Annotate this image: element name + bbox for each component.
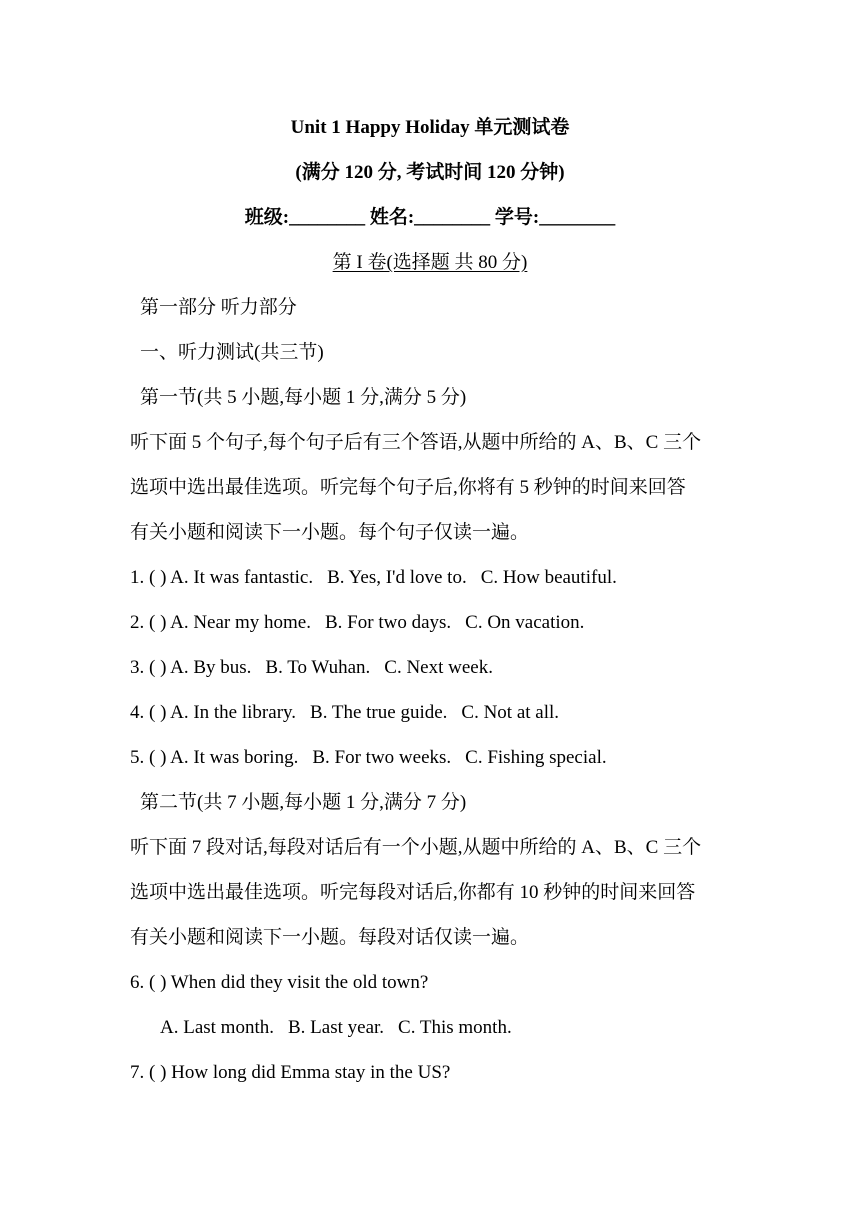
- question-row: [130, 611, 740, 635]
- option-b: B. Last year.: [288, 1017, 385, 1038]
- question-number: 3. ( ): [130, 657, 167, 678]
- option-b: B. For two weeks.: [312, 747, 452, 768]
- option-b: B. To Wuhan.: [265, 657, 371, 678]
- question-row: [130, 701, 740, 725]
- question-number: 2. ( ): [130, 612, 167, 633]
- question-row: [130, 746, 740, 770]
- option-b: B. For two days.: [325, 612, 452, 633]
- section1-heading: 第一节(共 5 小题,每小题 1 分,满分 5 分): [140, 387, 467, 408]
- question-stem: 6. ( ) When did they visit the old town?: [130, 972, 429, 993]
- question-number: 4. ( ): [130, 702, 167, 723]
- section2-instruction-line: 听下面 7 段对话,每段对话后有一个小题,从题中所给的 A、B、C 三个: [130, 837, 702, 858]
- question-number: 5. ( ): [130, 747, 167, 768]
- section1-instruction-line: 有关小题和阅读下一小题。每个句子仅读一遍。: [130, 522, 530, 543]
- question-options: [160, 1016, 770, 1040]
- option-c: C. Next week.: [384, 657, 493, 678]
- exam-title: Unit 1 Happy Holiday 单元测试卷: [290, 117, 570, 138]
- section2-instruction-line: 选项中选出最佳选项。听完每段对话后,你都有 10 秒钟的时间来回答: [130, 882, 696, 903]
- question-row: [130, 656, 740, 680]
- option-c: C. Fishing special.: [465, 747, 607, 768]
- option-a: A. It was fantastic.: [170, 567, 314, 588]
- option-c: C. How beautiful.: [480, 567, 617, 588]
- option-b: B. Yes, I'd love to.: [327, 567, 467, 588]
- listening-section-heading: 一、听力测试(共三节): [140, 342, 324, 363]
- option-c: C. This month.: [398, 1017, 512, 1038]
- question-number: 1. ( ): [130, 567, 167, 588]
- option-a: A. By bus.: [170, 657, 252, 678]
- section1-instruction-line: 听下面 5 个句子,每个句子后有三个答语,从题中所给的 A、B、C 三个: [130, 432, 702, 453]
- score-time-line: (满分 120 分, 考试时间 120 分钟): [295, 162, 565, 183]
- volume-title: 第 I 卷(选择题 共 80 分): [332, 252, 528, 273]
- option-a: A. Near my home.: [170, 612, 311, 633]
- option-c: C. On vacation.: [465, 612, 585, 633]
- section1-instruction-line: 选项中选出最佳选项。听完每个句子后,你将有 5 秒钟的时间来回答: [130, 477, 686, 498]
- question-stem: 7. ( ) How long did Emma stay in the US?: [130, 1062, 451, 1083]
- question-row: [130, 566, 740, 590]
- part-heading: 第一部分 听力部分: [140, 297, 297, 318]
- option-a: A. Last month.: [160, 1017, 274, 1038]
- student-info-line: 班级:________ 姓名:________ 学号:________: [244, 207, 616, 228]
- option-a: A. In the library.: [170, 702, 297, 723]
- section2-instruction-line: 有关小题和阅读下一小题。每段对话仅读一遍。: [130, 927, 530, 948]
- option-c: C. Not at all.: [461, 702, 560, 723]
- option-a: A. It was boring.: [170, 747, 299, 768]
- section2-heading: 第二节(共 7 小题,每小题 1 分,满分 7 分): [140, 792, 467, 813]
- option-b: B. The true guide.: [310, 702, 448, 723]
